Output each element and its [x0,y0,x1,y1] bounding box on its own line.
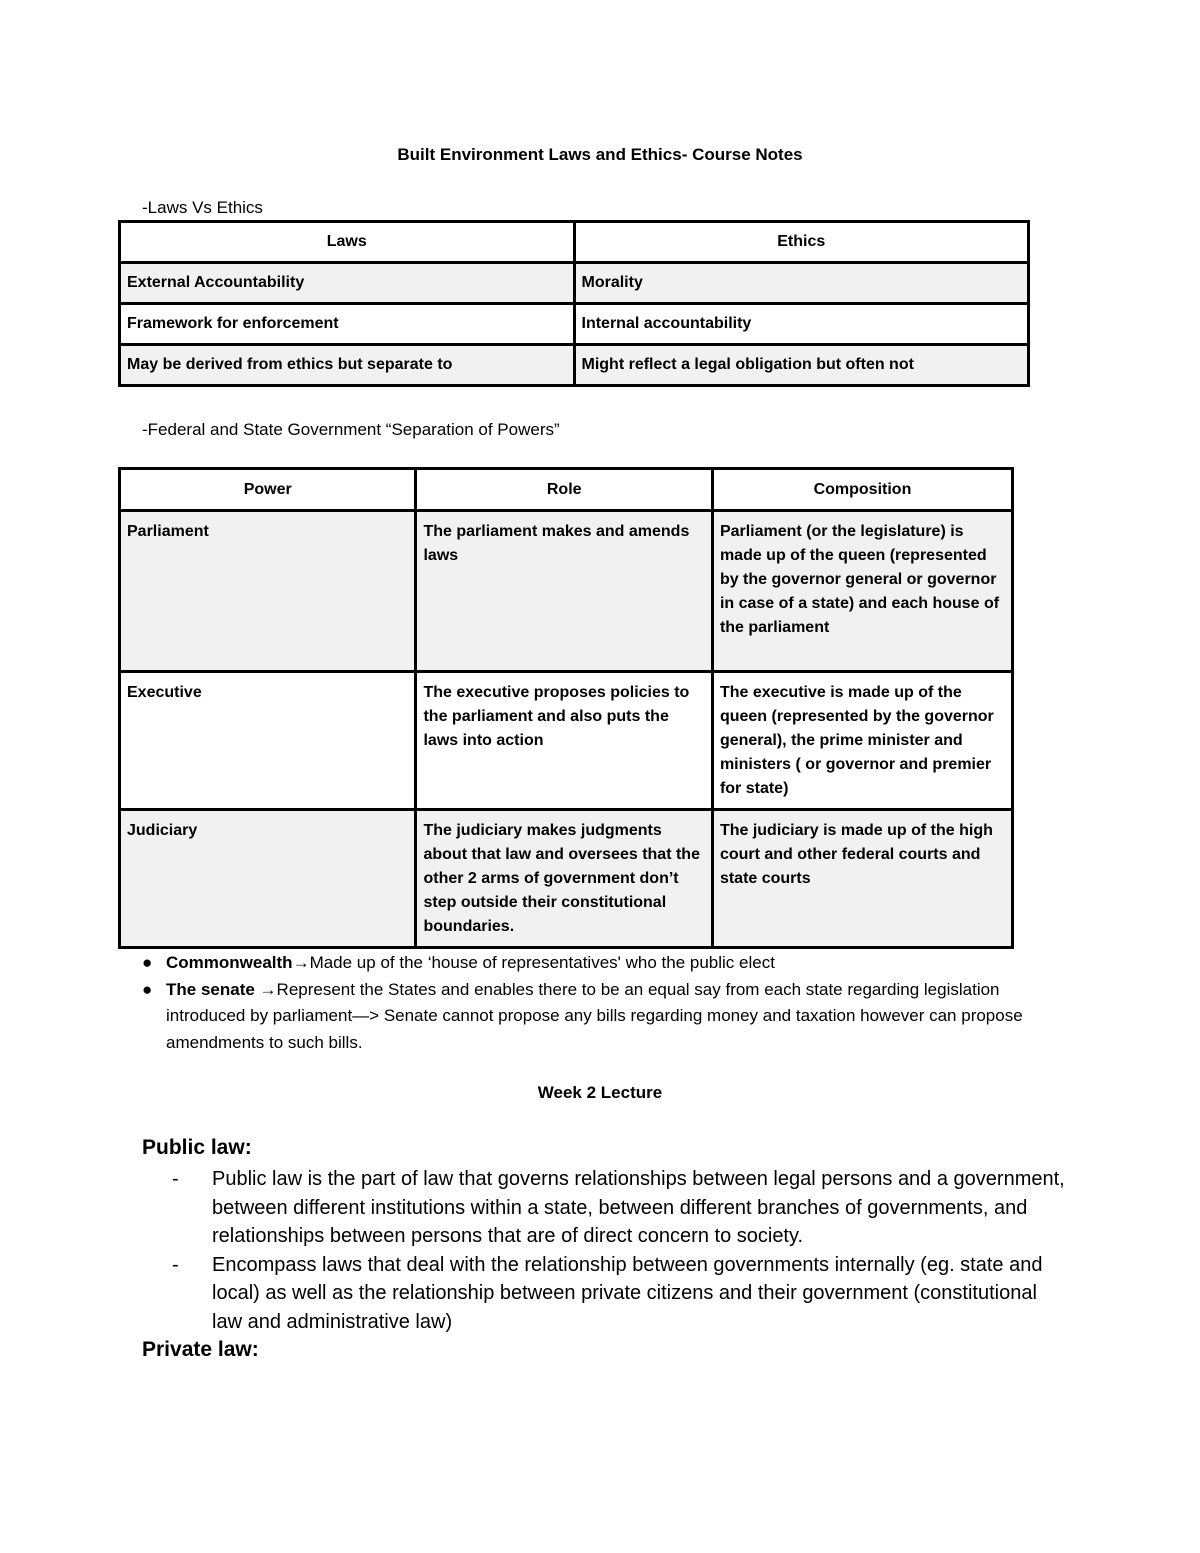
table-row [120,810,1013,948]
table-header-cell: Power [120,469,416,511]
bullet-term: Commonwealth [166,953,293,972]
page-title: Built Environment Laws and Ethics- Course Notes [397,145,803,164]
table-cell-role: The executive proposes policies to the parliament and also puts the laws into action [416,672,712,810]
table-row [120,672,1013,810]
bullet-dot-icon: ● [142,979,153,999]
arrow-icon: → [259,979,277,999]
list-item [172,1165,1072,1251]
table-header-row [120,469,1013,511]
section-label-laws-vs-ethics: -Laws Vs Ethics [142,198,263,217]
table-cell: Morality [574,263,1029,304]
table-cell-role: The judiciary makes judgments about that law and oversees that the other 2 arms of government don’t step outside their constitutional boundaries. [416,810,712,948]
table-header-cell: Composition [712,469,1012,511]
table-cell-composition: The judiciary is made up of the high court and other federal courts and state courts [712,810,1012,948]
bullet-text: Represent the States and enables there to be an equal say from each state regarding legislation introduced by parliament—> Senate cannot propose any bills regarding money and taxation however can propose amendments to such bills. [166,979,1023,1052]
table-header-row [120,222,1029,263]
list-item [142,977,1042,1057]
table-cell-composition: The executive is made up of the queen (represented by the governor general), the prime minister and ministers ( or governor and premier for state) [712,672,1012,810]
table-cell-role: The parliament makes and amends laws [416,511,712,672]
dash-marker-icon: - [172,1253,179,1276]
table-cell-power: Parliament [120,511,416,672]
bullet-term: The senate [166,979,260,999]
table-cell-composition: Parliament (or the legislature) is made up of the queen (represented by the governor general or governor in case of a state) and each house of the parliament [712,511,1012,672]
table-cell-power: Judiciary [120,810,416,948]
table-row [120,345,1029,386]
table-row [120,304,1029,345]
table-cell: May be derived from ethics but separate to [120,345,575,386]
arrow-icon: → [292,953,310,972]
public-law-heading: Public law: [142,1136,252,1159]
table-header-cell: Laws [120,222,575,263]
private-law-heading: Private law: [142,1338,259,1361]
week-heading: Week 2 Lecture [537,1083,663,1102]
table-cell-power: Executive [120,672,416,810]
public-law-point: Public law is the part of law that governs relationships between legal persons and a government, between different institutions within a state, between different branches of governments, and relationships between persons that are of direct concern to society. [212,1168,1065,1247]
public-law-point: Encompass laws that deal with the relationship between governments internally (eg. state and local) as well as the relationship between private citizens and their government (constitutional law and administrative law) [212,1253,1043,1333]
table-header-cell: Role [416,469,712,511]
table-cell: Might reflect a legal obligation but often not [574,345,1029,386]
table-row [120,263,1029,304]
table-row [120,511,1013,672]
dash-marker-icon: - [172,1168,179,1190]
list-item [142,950,1042,977]
table-cell: Framework for enforcement [120,304,575,345]
table-cell: Internal accountability [574,304,1029,345]
bullet-dot-icon: ● [142,953,153,972]
government-bullet-list [142,950,1042,1056]
bullet-text: Made up of the ‘house of representatives' who the public elect [309,953,775,972]
table-header-cell: Ethics [574,222,1029,263]
public-law-list [172,1165,1072,1336]
section-label-separation-of-powers: -Federal and State Government “Separation of Powers” [142,420,560,439]
list-item [172,1251,1072,1337]
separation-of-powers-table [118,467,1014,949]
table-cell: External Accountability [120,263,575,304]
laws-vs-ethics-table [118,220,1030,387]
